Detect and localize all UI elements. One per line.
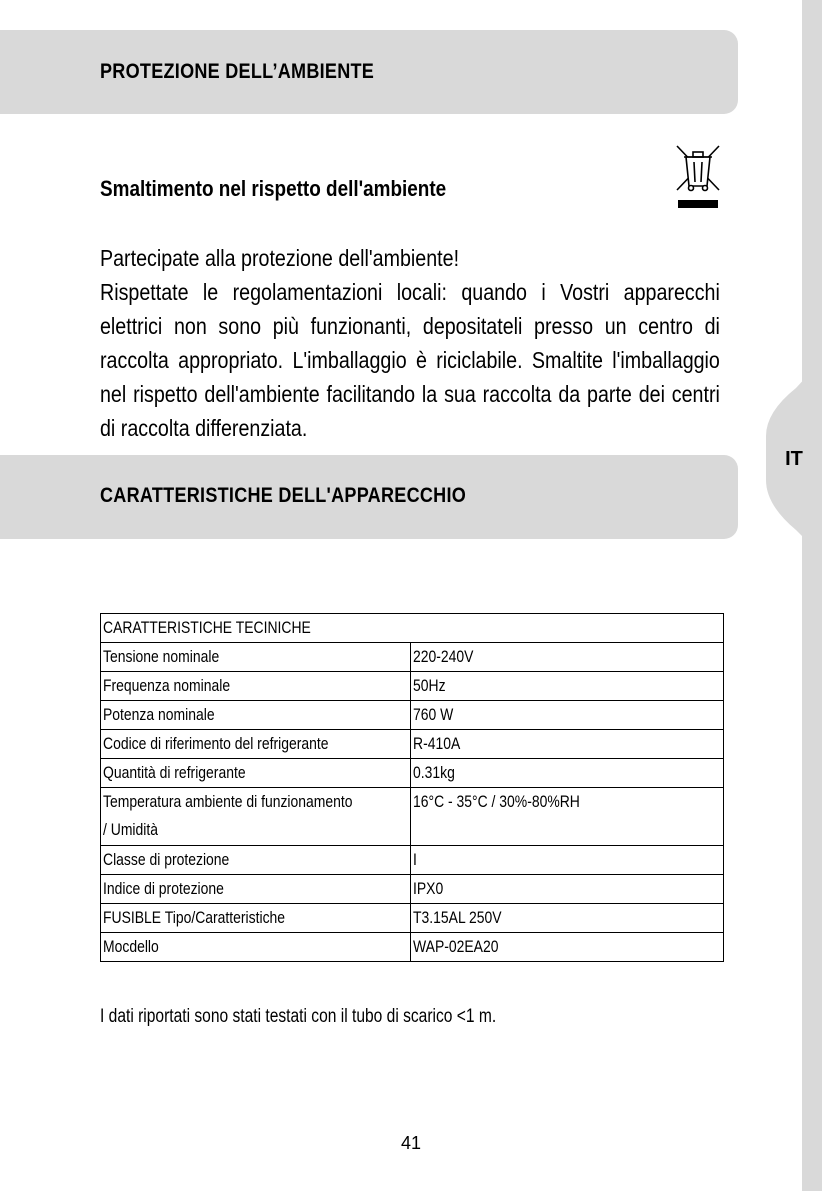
page-number: 41	[400, 1133, 422, 1153]
spec-value: WAP-02EA20	[413, 937, 499, 956]
test-note: I dati riportati sono stati testati con il tubo di scarico <1 m.	[100, 1006, 497, 1027]
spec-value: T3.15AL 250V	[413, 908, 502, 927]
spec-value: IPX0	[413, 879, 444, 898]
environment-paragraph: Rispettate le regolamentazioni locali: quando i Vostri apparecchi elettrici non sono più funzionanti, depositateli presso un centro di raccolta appropriato. L'imballaggio è riciclabile. Smaltite l'imballaggio nel rispetto dell'ambiente facilitando la sua raccolta da parte dei centri di raccolta differenziata.	[100, 279, 720, 441]
table-row	[101, 846, 724, 875]
spec-label: Codice di riferimento del refrigerante	[103, 734, 329, 753]
table-row	[101, 672, 724, 701]
language-tab-label: IT	[785, 448, 803, 470]
spec-label: Mocdello	[103, 937, 159, 956]
environment-body	[100, 241, 720, 445]
spec-value: 50Hz	[413, 676, 446, 695]
language-tab	[766, 360, 822, 556]
spec-value: 0.31kg	[413, 763, 455, 782]
environment-intro: Partecipate alla protezione dell'ambiente!	[100, 245, 460, 271]
table-row	[101, 759, 724, 788]
spec-value: R-410A	[413, 734, 461, 753]
table-row	[101, 904, 724, 933]
spec-label: Tensione nominale	[103, 647, 220, 666]
table-row	[101, 701, 724, 730]
spec-label: Classe di protezione	[103, 850, 230, 869]
spec-label-line2: / Umidità	[103, 820, 159, 839]
spec-label-line1: Temperatura ambiente di funzionamento	[103, 792, 353, 811]
table-row	[101, 933, 724, 962]
page-edge-strip	[802, 0, 822, 1191]
spec-label: Potenza nominale	[103, 705, 215, 724]
spec-value: 16°C - 35°C / 30%-80%RH	[413, 792, 580, 811]
section-title-environment: PROTEZIONE DELL’AMBIENTE	[100, 60, 375, 83]
spec-value: 220-240V	[413, 647, 474, 666]
specs-table	[100, 613, 724, 962]
spec-label: Quantità di refrigerante	[103, 763, 246, 782]
table-row	[101, 643, 724, 672]
weee-crossed-bin-icon	[674, 142, 722, 212]
spec-value: I	[413, 850, 417, 869]
spec-label: FUSIBLE Tipo/Caratteristiche	[103, 908, 286, 927]
disposal-subheading: Smaltimento nel rispetto dell'ambiente	[100, 176, 447, 201]
table-row	[101, 875, 724, 904]
section-banner-features	[0, 455, 738, 539]
table-header: CARATTERISTICHE TECINICHE	[103, 618, 311, 637]
table-row	[101, 730, 724, 759]
spec-value: 760 W	[413, 705, 454, 724]
section-banner-environment	[0, 30, 738, 114]
section-title-features: CARATTERISTICHE DELL'APPARECCHIO	[100, 484, 467, 507]
table-row	[101, 788, 724, 846]
spec-label: Indice di protezione	[103, 879, 224, 898]
spec-label: Frequenza nominale	[103, 676, 231, 695]
table-header-row	[101, 614, 724, 643]
